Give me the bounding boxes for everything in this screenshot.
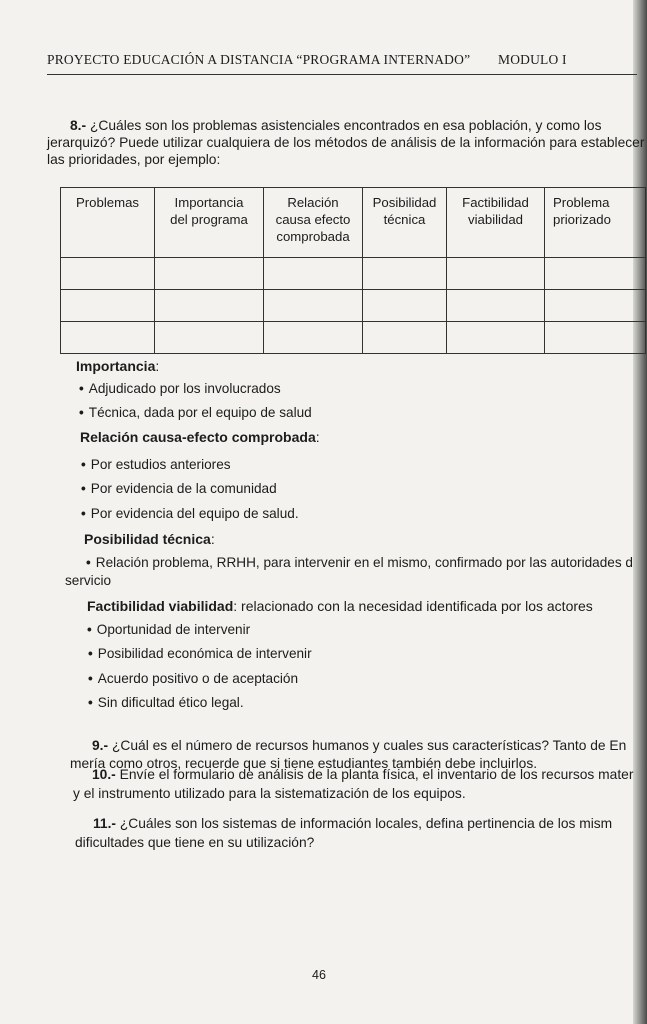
table-cell[interactable] [363, 322, 447, 354]
table-cell[interactable] [155, 322, 264, 354]
list-item: • Sin dificultad ético legal. [88, 695, 244, 710]
relacion-heading: Relación causa-efecto comprobada: [80, 429, 320, 445]
table-header-importancia: Importancia del programa [155, 188, 264, 258]
table-cell[interactable] [155, 290, 264, 322]
q11-line1: 11.- ¿Cuáles son los sistemas de información locales, defina pertinencia de los mism [93, 816, 613, 831]
table-header-problemas: Problemas [61, 188, 155, 258]
table-cell[interactable] [155, 258, 264, 290]
table-cell[interactable] [363, 258, 447, 290]
list-item: • Por evidencia del equipo de salud. [81, 506, 299, 521]
q9-line2: mería como otros, recuerde que si tiene estudiantes también debe incluirlos. [70, 756, 538, 771]
table-cell[interactable] [61, 290, 155, 322]
header-rule [47, 74, 637, 75]
list-item: • Por evidencia de la comunidad [81, 481, 277, 496]
table-cell[interactable] [545, 258, 646, 290]
q8-line1 [70, 117, 601, 136]
page-binding-shadow [633, 0, 647, 1024]
q10-line1: 10.- Envíe el formulario de análisis de la planta física, el inventario de los recursos mater [92, 767, 634, 782]
table-row [61, 322, 646, 354]
q8-line2: jerarquizó? Puede utilizar cualquiera de los métodos de análisis de la información para establecer [47, 135, 645, 150]
table-row [61, 258, 646, 290]
factibilidad-heading: Factibilidad viabilidad: relacionado con la necesidad identificada por los actores [87, 598, 593, 614]
q10-line2: y el instrumento utilizado para la sistematización de los equipos. [73, 786, 466, 801]
q9-line1: 9.- ¿Cuál es el número de recursos humanos y cuales sus características? Tanto de En [92, 738, 627, 753]
table-cell[interactable] [447, 322, 545, 354]
q11-line2: dificultades que tiene en su utilización? [75, 835, 315, 850]
table-cell[interactable] [61, 322, 155, 354]
table-cell[interactable] [447, 258, 545, 290]
table-row [61, 290, 646, 322]
table-cell[interactable] [545, 322, 646, 354]
list-item: • Acuerdo positivo o de aceptación [88, 671, 299, 686]
q8-line3: las prioridades, por ejemplo: [47, 152, 221, 167]
table-header-relacion: Relación causa efecto comprobada [264, 188, 363, 258]
table-cell[interactable] [545, 290, 646, 322]
list-item: • Oportunidad de intervenir [87, 622, 251, 637]
q9-number: 9.- [92, 738, 109, 753]
table-cell[interactable] [264, 258, 363, 290]
importancia-heading: Importancia: [76, 358, 160, 374]
table-header-row [61, 188, 646, 258]
list-item-continuation: servicio [65, 573, 112, 588]
table-header-factibilidad: Factibilidad viabilidad [447, 188, 545, 258]
q10-number: 10.- [92, 767, 116, 782]
prioritization-table [60, 187, 646, 354]
table-cell[interactable] [264, 290, 363, 322]
list-item: • Técnica, dada por el equipo de salud [79, 405, 312, 420]
q11-number: 11.- [93, 816, 117, 831]
table-cell[interactable] [61, 258, 155, 290]
table-header-posibilidad: Posibilidad técnica [363, 188, 447, 258]
list-item: • Por estudios anteriores [81, 457, 231, 472]
q8-number: 8.- [70, 118, 87, 133]
table-header-priorizado: Problema priorizado [545, 188, 646, 258]
posibilidad-heading: Posibilidad técnica: [84, 531, 215, 547]
table-cell[interactable] [447, 290, 545, 322]
header-module: MODULO I [498, 52, 567, 67]
page-number: 46 [312, 968, 326, 982]
list-item: • Posibilidad económica de intervenir [88, 646, 312, 661]
header-title: PROYECTO EDUCACIÓN A DISTANCIA “PROGRAMA INTERNADO” [47, 52, 471, 67]
page-header [47, 52, 637, 68]
list-item: • Relación problema, RRHH, para intervenir en el mismo, confirmado por las autoridades d [86, 555, 633, 570]
table-cell[interactable] [264, 322, 363, 354]
list-item: • Adjudicado por los involucrados [79, 381, 281, 396]
q8-text1: ¿Cuáles son los problemas asistenciales encontrados en esa población, y como los [89, 118, 602, 133]
table-cell[interactable] [363, 290, 447, 322]
